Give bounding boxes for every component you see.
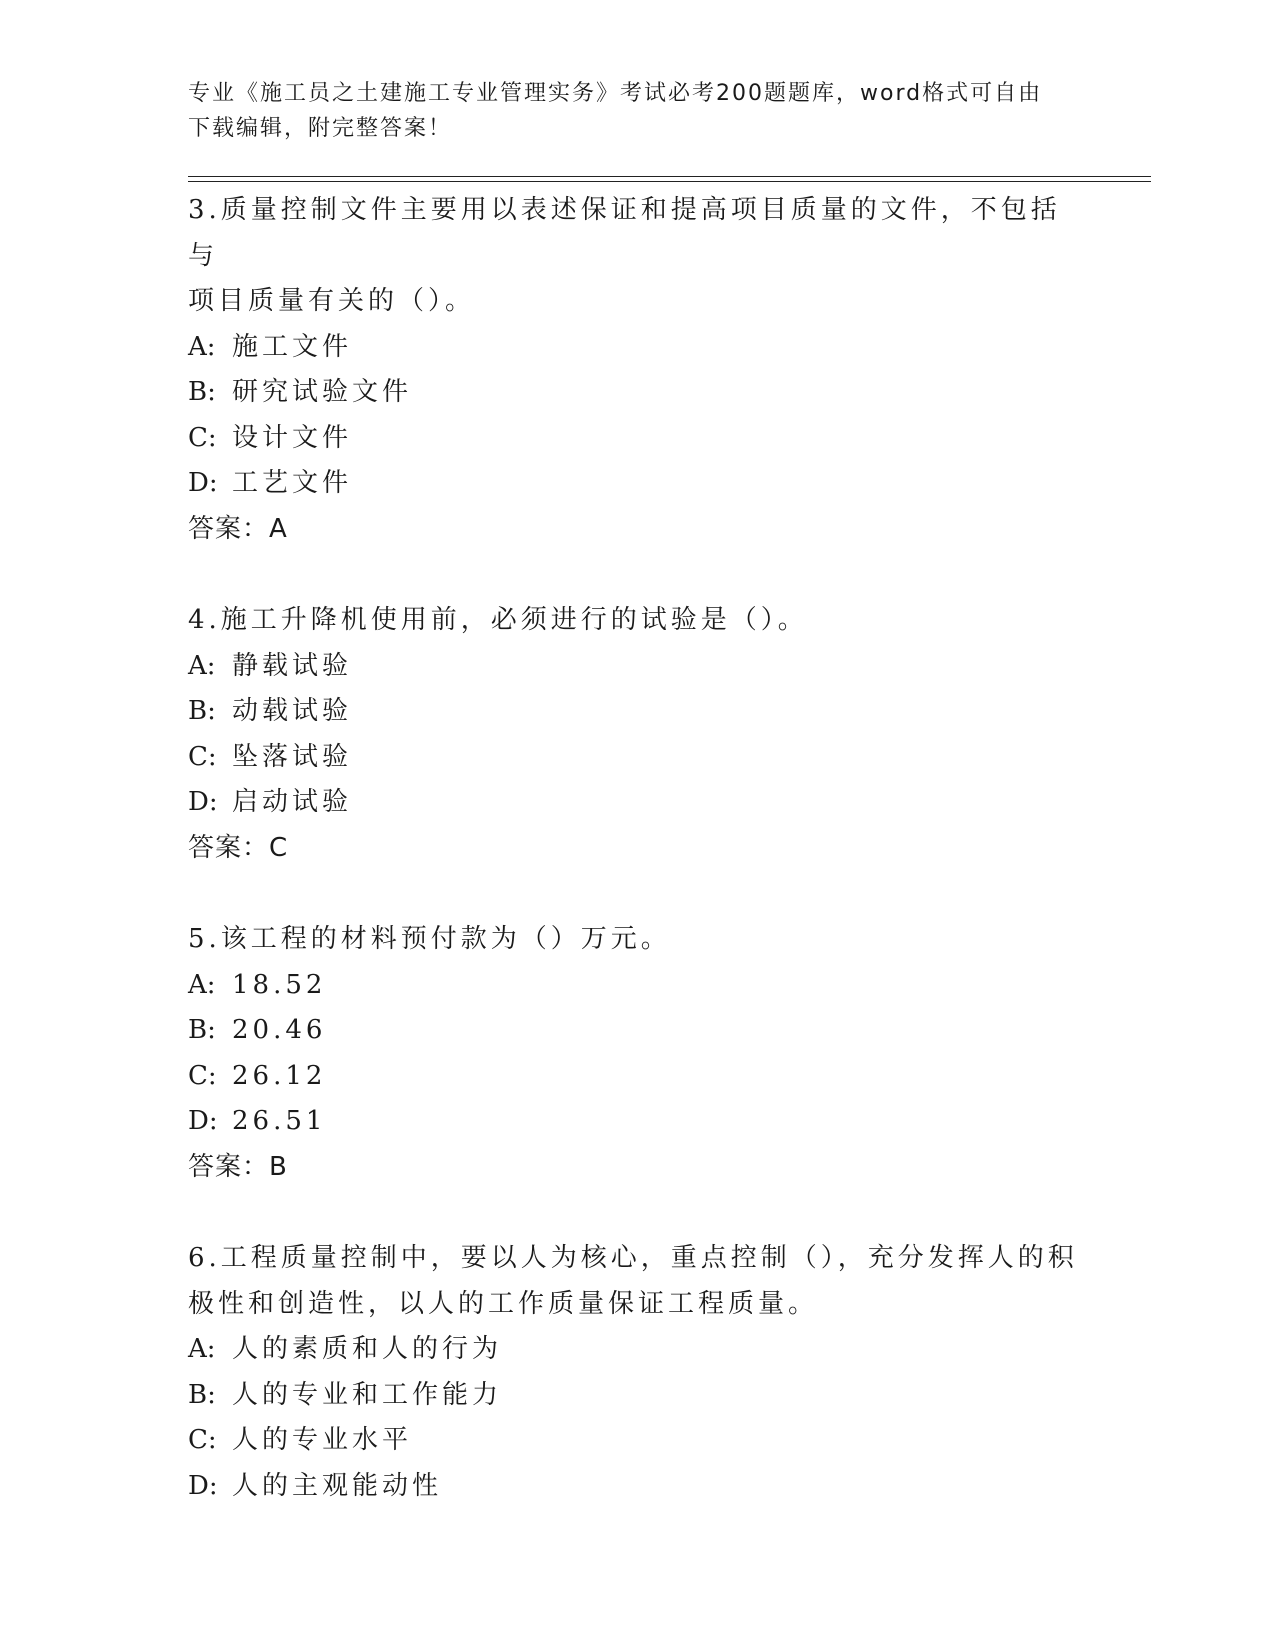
header-line-1: 专业《施工员之土建施工专业管理实务》考试必考200题题库，word格式可自由 [188, 81, 1043, 106]
option-b [188, 1008, 1088, 1054]
option-text: 人的素质和人的行为 [232, 1334, 503, 1364]
option-letter: A: [188, 969, 216, 1000]
option-d [188, 780, 1088, 826]
option-text: 施工文件 [232, 331, 353, 362]
option-text: 研究试验文件 [232, 377, 413, 407]
question-3 [188, 188, 1088, 552]
option-d [188, 1464, 1088, 1510]
option-text: 人的主观能动性 [232, 1470, 443, 1501]
option-text: 26.51 [232, 1106, 327, 1136]
option-b [188, 370, 1088, 416]
option-letter: D: [188, 1106, 218, 1136]
option-letter: D: [188, 468, 218, 498]
option-c [188, 1418, 1088, 1464]
answer-text: 答案：A [188, 513, 288, 544]
option-letter: C: [188, 1425, 217, 1455]
option-text: 26.12 [232, 1060, 327, 1091]
option-c [188, 1054, 1088, 1100]
document-header [188, 76, 1068, 146]
option-letter: A: [188, 650, 216, 681]
option-text: 坠落试验 [232, 741, 353, 772]
question-6 [188, 1236, 1088, 1509]
option-text: 人的专业水平 [232, 1425, 413, 1455]
option-letter: D: [188, 1470, 218, 1501]
option-letter: B: [188, 1015, 216, 1045]
option-c [188, 735, 1088, 781]
option-text: 动载试验 [232, 696, 353, 726]
question-stem-line: 5.该工程的材料预付款为（）万元。 [188, 924, 671, 954]
question-5 [188, 917, 1088, 1190]
option-text: 18.52 [232, 969, 327, 1000]
question-stem-line: 极性和创造性，以人的工作质量保证工程质量。 [188, 1288, 819, 1319]
option-text: 启动试验 [232, 787, 353, 817]
header-divider-top [188, 176, 1151, 177]
question-stem-line: 4.施工升降机使用前，必须进行的试验是（）。 [188, 605, 808, 635]
option-letter: A: [188, 331, 216, 362]
option-text: 人的专业和工作能力 [232, 1379, 503, 1410]
option-c [188, 416, 1088, 462]
option-letter: C: [188, 741, 217, 772]
option-a [188, 325, 1088, 371]
question-stem-line: 3.质量控制文件主要用以表述保证和提高项目质量的文件，不包括与 [188, 195, 1061, 271]
option-text: 工艺文件 [232, 468, 353, 498]
question-stem-line: 项目质量有关的（）。 [188, 286, 476, 316]
option-letter: D: [188, 787, 218, 817]
option-a [188, 644, 1088, 690]
option-text: 设计文件 [232, 422, 353, 453]
answer-text: 答案：B [188, 1151, 288, 1182]
question-4 [188, 598, 1088, 871]
option-letter: B: [188, 377, 216, 407]
option-letter: C: [188, 422, 217, 453]
option-a [188, 963, 1088, 1009]
option-letter: B: [188, 696, 216, 726]
option-d [188, 1099, 1088, 1145]
question-stem-line: 6.工程质量控制中，要以人为核心，重点控制（），充分发挥人的积 [188, 1243, 1078, 1273]
option-a [188, 1327, 1088, 1373]
header-divider-bottom [188, 181, 1151, 182]
option-b [188, 1373, 1088, 1419]
option-b [188, 689, 1088, 735]
header-line-2: 下载编辑，附完整答案！ [188, 116, 453, 141]
option-letter: C: [188, 1060, 217, 1091]
answer-text: 答案：C [188, 832, 289, 863]
option-text: 20.46 [232, 1015, 327, 1045]
option-letter: B: [188, 1379, 216, 1410]
option-d [188, 461, 1088, 507]
question-list [188, 188, 1088, 1555]
option-letter: A: [188, 1334, 216, 1364]
option-text: 静载试验 [232, 650, 353, 681]
